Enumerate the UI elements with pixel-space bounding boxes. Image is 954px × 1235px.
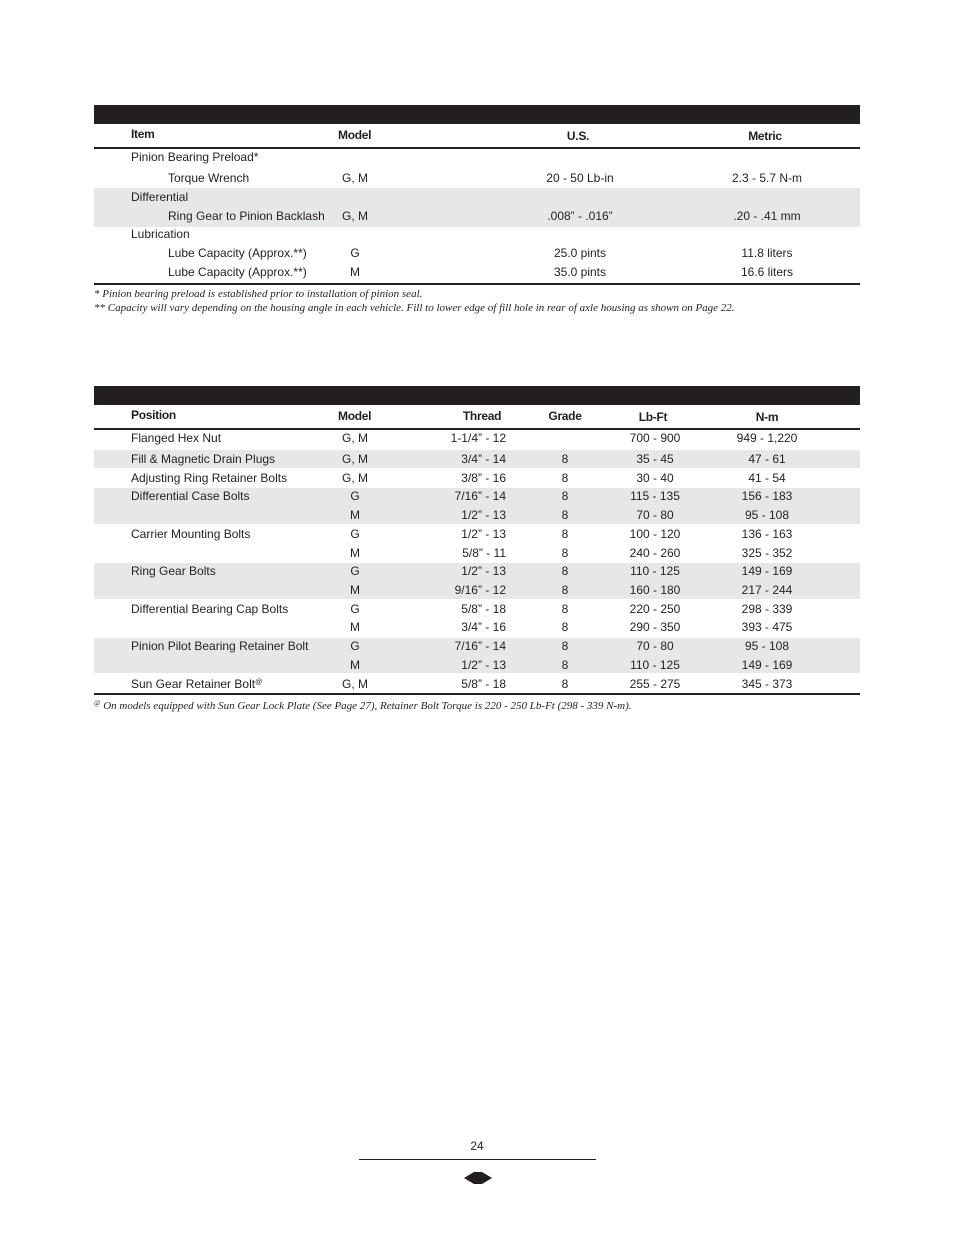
table2-row-position: Differential Bearing Cap Bolts bbox=[131, 602, 289, 616]
table2-row-thread: 1/2” - 13 bbox=[461, 658, 506, 672]
table2-row-nm: 217 - 244 bbox=[741, 583, 793, 597]
table2-row-position: Ring Gear Bolts bbox=[131, 564, 216, 578]
table2-row-nm: 393 - 475 bbox=[741, 620, 793, 634]
table2-row-grade: 8 bbox=[561, 639, 569, 653]
table2-row-nm: 41 - 54 bbox=[748, 471, 786, 485]
table2-header-rule bbox=[94, 428, 860, 430]
table2-row-position: Adjusting Ring Retainer Bolts bbox=[131, 471, 288, 485]
table2-row-thread: 9/16” - 12 bbox=[454, 583, 506, 597]
table1-row-model: G, M bbox=[342, 171, 368, 185]
table2-row-model: G, M bbox=[342, 471, 368, 485]
table2-row-lbft: 70 - 80 bbox=[636, 639, 674, 653]
table1-row-us: .008” - .016” bbox=[547, 209, 613, 223]
table1-row-metric: 16.6 liters bbox=[740, 265, 794, 279]
table2-row-model: M bbox=[350, 583, 360, 597]
table2-row-grade: 8 bbox=[561, 677, 569, 691]
table2-row-model: G bbox=[350, 564, 360, 578]
table2-row-lbft: 255 - 275 bbox=[629, 677, 681, 691]
table2-row-model: G bbox=[350, 489, 360, 503]
table1-row-us: 25.0 pints bbox=[553, 246, 607, 260]
table2-bottom-rule bbox=[94, 693, 860, 695]
table2-header-lbft: Lb-Ft bbox=[638, 410, 668, 424]
table1-row-us: 20 - 50 Lb-in bbox=[546, 171, 614, 185]
table2-row-nm: 136 - 163 bbox=[741, 527, 793, 541]
table1-title-bar bbox=[94, 105, 860, 124]
table2-row-thread: 1/2” - 13 bbox=[461, 508, 506, 522]
at-footnote-mark: @ bbox=[94, 699, 101, 707]
table1-bottom-rule bbox=[94, 283, 860, 285]
table2-row-lbft: 290 - 350 bbox=[629, 620, 681, 634]
page-number: 24 bbox=[470, 1139, 484, 1153]
table1-header-item: Item bbox=[131, 127, 155, 141]
table1-header-rule bbox=[94, 147, 860, 149]
table2-row-lbft: 30 - 40 bbox=[636, 471, 674, 485]
table2-row-thread: 1/2” - 13 bbox=[461, 564, 506, 578]
table2-row-lbft: 160 - 180 bbox=[629, 583, 681, 597]
table2-row-model: G bbox=[350, 602, 360, 616]
table1-row-item: Differential bbox=[131, 190, 189, 204]
table2-header-grade: Grade bbox=[548, 409, 582, 423]
at-footnote-mark: @ bbox=[255, 679, 263, 686]
table2-row-nm: 298 - 339 bbox=[741, 602, 793, 616]
table2-row-grade: 8 bbox=[561, 508, 569, 522]
table1-row-model: M bbox=[350, 265, 360, 279]
table2-row-thread: 5/8” - 11 bbox=[462, 546, 506, 560]
table2-row-nm: 345 - 373 bbox=[741, 677, 793, 691]
table2-row-nm: 156 - 183 bbox=[741, 489, 793, 503]
table2-row-thread: 7/16” - 14 bbox=[454, 639, 506, 653]
table2-row-lbft: 115 - 135 bbox=[630, 489, 680, 503]
table2-header-model: Model bbox=[338, 409, 372, 423]
table1-header-metric: Metric bbox=[748, 129, 782, 143]
table2-row-grade: 8 bbox=[561, 546, 569, 560]
table2-row-thread: 1-1/4” - 12 bbox=[450, 431, 506, 445]
table1-footnote: ** Capacity will vary depending on the housing angle in each vehicle. Fill to lower edge of fill hole in rear of axle housing as shown on Page 22. bbox=[94, 302, 735, 314]
table2-row-model: M bbox=[350, 658, 360, 672]
table2-row-lbft: 100 - 120 bbox=[629, 527, 681, 541]
table2-row-lbft: 700 - 900 bbox=[629, 431, 681, 445]
table2-row-position: Pinion Pilot Bearing Retainer Bolt bbox=[131, 639, 309, 653]
table1-header-us: U.S. bbox=[566, 129, 590, 143]
table2-row-model: G, M bbox=[342, 452, 368, 466]
table2-row-grade: 8 bbox=[561, 527, 569, 541]
table2-row-model: G, M bbox=[342, 431, 368, 445]
table2-row-position: Carrier Mounting Bolts bbox=[131, 527, 251, 541]
table2-row-model: M bbox=[350, 508, 360, 522]
table2-row-nm: 149 - 169 bbox=[741, 658, 793, 672]
table2-footnote bbox=[94, 697, 632, 713]
footer-rule bbox=[359, 1159, 596, 1160]
table2-row-nm: 325 - 352 bbox=[741, 546, 793, 560]
table2-row-thread: 3/4” - 14 bbox=[461, 452, 506, 466]
table2-title-bar bbox=[94, 386, 860, 405]
table2-row-lbft: 240 - 260 bbox=[629, 546, 681, 560]
table2-row-nm: 95 - 108 bbox=[744, 639, 790, 653]
table2-header-nm: N-m bbox=[755, 410, 779, 424]
table2-row-grade: 8 bbox=[561, 620, 569, 634]
table2-footnote-text: On models equipped with Sun Gear Lock Plate (See Page 27), Retainer Bolt Torque is 220 - 250 Lb-Ft (298 - 339 N-m). bbox=[103, 700, 632, 712]
table2-row-position: Differential Case Bolts bbox=[131, 489, 250, 503]
table2-row-thread: 3/8” - 16 bbox=[461, 471, 506, 485]
table2-row-thread: 5/8” - 18 bbox=[461, 602, 506, 616]
table2-row-thread: 5/8” - 18 bbox=[461, 677, 506, 691]
table1-row-metric: 2.3 - 5.7 N-m bbox=[731, 171, 803, 185]
table1-footnote: * Pinion bearing preload is established prior to installation of pinion seal. bbox=[94, 288, 423, 300]
table1-row-item: Torque Wrench bbox=[168, 171, 250, 185]
table2-row-nm: 47 - 61 bbox=[748, 452, 786, 466]
table1-row-item: Lube Capacity (Approx.**) bbox=[168, 246, 307, 260]
table2-row-model: M bbox=[350, 620, 360, 634]
table2-row-nm: 949 - 1,220 bbox=[736, 431, 798, 445]
table2-row-grade: 8 bbox=[561, 489, 569, 503]
table2-row-model: G bbox=[350, 527, 360, 541]
table2-row-nm: 149 - 169 bbox=[741, 564, 793, 578]
table2-row-grade: 8 bbox=[561, 471, 569, 485]
table2-row-lbft: 110 - 125 bbox=[630, 564, 680, 578]
table2-row-grade: 8 bbox=[561, 658, 569, 672]
table1-row-item: Pinion Bearing Preload* bbox=[131, 150, 259, 164]
table2-row-lbft: 110 - 125 bbox=[630, 658, 680, 672]
table2-row-thread: 1/2” - 13 bbox=[461, 527, 506, 541]
table2-row-position: Sun Gear Retainer Bolt bbox=[131, 677, 256, 691]
table1-row-metric: 11.8 liters bbox=[741, 246, 793, 260]
table1-row-model: G, M bbox=[342, 209, 368, 223]
table2-row-nm: 95 - 108 bbox=[744, 508, 790, 522]
table1-header-model: Model bbox=[338, 128, 372, 142]
table2-row-lbft: 70 - 80 bbox=[636, 508, 674, 522]
table2-row-position: Flanged Hex Nut bbox=[131, 431, 222, 445]
table2-row-position-cell bbox=[131, 676, 262, 691]
table1-row-item: Ring Gear to Pinion Backlash bbox=[168, 209, 325, 223]
table2-header-position: Position bbox=[131, 408, 176, 422]
table2-row-thread: 3/4” - 16 bbox=[461, 620, 506, 634]
table2-row-model: G, M bbox=[342, 677, 368, 691]
table2-row-position: Fill & Magnetic Drain Plugs bbox=[131, 452, 276, 466]
table2-row-model: G bbox=[350, 639, 360, 653]
table2-row-grade: 8 bbox=[561, 452, 569, 466]
table2-row-grade: 8 bbox=[561, 564, 569, 578]
table2-row-grade: 8 bbox=[561, 583, 569, 597]
table1-row-us: 35.0 pints bbox=[553, 265, 607, 279]
table2-row-grade: 8 bbox=[561, 602, 569, 616]
table2-row-model: M bbox=[350, 546, 360, 560]
table1-row-item: Lubrication bbox=[131, 227, 190, 241]
diamond-icon bbox=[464, 1172, 492, 1184]
table1-row-item: Lube Capacity (Approx.**) bbox=[168, 265, 307, 279]
table2-row-thread: 7/16” - 14 bbox=[454, 489, 506, 503]
table2-row-lbft: 220 - 250 bbox=[629, 602, 681, 616]
table1-row-metric: .20 - .41 mm bbox=[733, 209, 801, 223]
table2-header-thread: Thread bbox=[462, 409, 502, 423]
table1-row-model: G bbox=[350, 246, 360, 260]
table2-row-lbft: 35 - 45 bbox=[636, 452, 674, 466]
